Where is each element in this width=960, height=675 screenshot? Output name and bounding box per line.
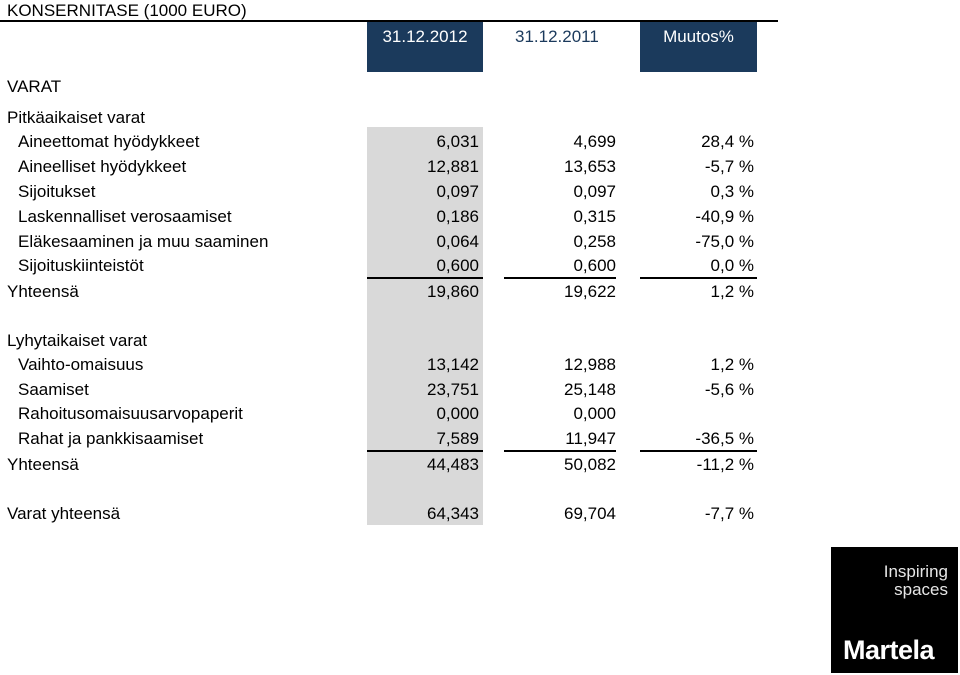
value-change: -40,9 % (695, 207, 754, 226)
grand-total-row (0, 501, 780, 526)
row-label: Sijoituskiinteistöt (18, 256, 144, 275)
value-change: -11,2 % (696, 455, 754, 474)
section-heading: VARAT (7, 77, 62, 96)
table-row (0, 426, 780, 451)
martela-logo (831, 547, 958, 673)
value-2011: 13,653 (564, 157, 616, 176)
value-2012: 13,142 (427, 355, 479, 374)
row-label: Yhteensä (7, 455, 79, 474)
table-row (0, 129, 780, 154)
value-2011: 25,148 (564, 380, 616, 399)
table-row (0, 401, 780, 426)
subsection-heading-row (0, 105, 780, 130)
table-row (0, 377, 780, 402)
value-2011: 0,258 (573, 232, 616, 251)
value-2011: 11,947 (565, 429, 616, 448)
row-label: Rahat ja pankkisaamiset (18, 429, 204, 448)
table-row (0, 229, 780, 254)
logo-tagline-line-1: Inspiring (883, 562, 948, 581)
section-heading-row (0, 74, 780, 99)
column-header-2012: 31.12.2012 (367, 22, 483, 72)
value-change: -5,6 % (704, 380, 754, 399)
logo-tagline (831, 563, 948, 599)
row-label: Yhteensä (7, 282, 79, 301)
report-title: KONSERNITASE (1000 EURO) (7, 1, 247, 20)
value-2012: 19,860 (427, 282, 479, 301)
row-label: Aineelliset hyödykkeet (18, 157, 187, 176)
row-label: Sijoitukset (18, 182, 96, 201)
value-2012: 64,343 (427, 504, 479, 523)
row-label: Eläkesaaminen ja muu saaminen (18, 232, 269, 251)
value-change: 0,0 % (710, 256, 754, 275)
value-2011: 0,315 (573, 207, 616, 226)
value-change: 28,4 % (701, 132, 754, 151)
value-2012: 0,097 (436, 182, 479, 201)
value-2012: 6,031 (436, 132, 479, 151)
value-2012: 0,186 (436, 207, 479, 226)
value-2011: 50,082 (564, 455, 616, 474)
row-label: Vaihto-omaisuus (18, 355, 144, 374)
value-2011: 0,000 (573, 404, 616, 423)
logo-brand-name: Martela (843, 635, 935, 665)
subtotal-row-long-term (0, 279, 780, 304)
value-2012: 0,600 (436, 256, 479, 275)
value-change: -36,5 % (695, 429, 754, 448)
subsection-heading-short-term: Lyhytaikaiset varat (7, 331, 148, 350)
table-row (0, 253, 780, 278)
row-label: Varat yhteensä (7, 504, 121, 523)
value-change: -7,7 % (704, 504, 754, 523)
table-row (0, 204, 780, 229)
value-change: 0,3 % (710, 182, 754, 201)
subsection-heading-row (0, 328, 780, 353)
table-row (0, 179, 780, 204)
subtotal-row-short-term (0, 452, 780, 477)
column-header-2011: 31.12.2011 (515, 27, 599, 46)
table-row (0, 352, 780, 377)
value-2011: 0,600 (573, 256, 616, 275)
value-change: -5,7 % (704, 157, 754, 176)
row-label: Saamiset (18, 380, 89, 399)
column-header-change: Muutos% (640, 22, 757, 72)
value-change: 1,2 % (710, 355, 754, 374)
table-row (0, 154, 780, 179)
value-2012: 44,483 (427, 455, 479, 474)
value-2012: 0,000 (436, 404, 479, 423)
value-2011: 0,097 (573, 182, 616, 201)
logo-tagline-line-2: spaces (894, 580, 948, 599)
value-2012: 0,064 (436, 232, 479, 251)
subsection-heading-long-term: Pitkäaikaiset varat (7, 108, 145, 127)
value-2012: 23,751 (427, 380, 479, 399)
value-change: 1,2 % (710, 282, 754, 301)
value-2012: 12,881 (427, 157, 479, 176)
value-2011: 4,699 (573, 132, 616, 151)
value-2011: 69,704 (564, 504, 616, 523)
row-label: Laskennalliset verosaamiset (18, 207, 232, 226)
row-label: Aineettomat hyödykkeet (18, 132, 200, 151)
value-change: -75,0 % (695, 232, 754, 251)
value-2011: 19,622 (564, 282, 616, 301)
row-label: Rahoitusomaisuusarvopaperit (18, 404, 243, 423)
value-2011: 12,988 (564, 355, 616, 374)
value-2012: 7,589 (436, 429, 479, 448)
